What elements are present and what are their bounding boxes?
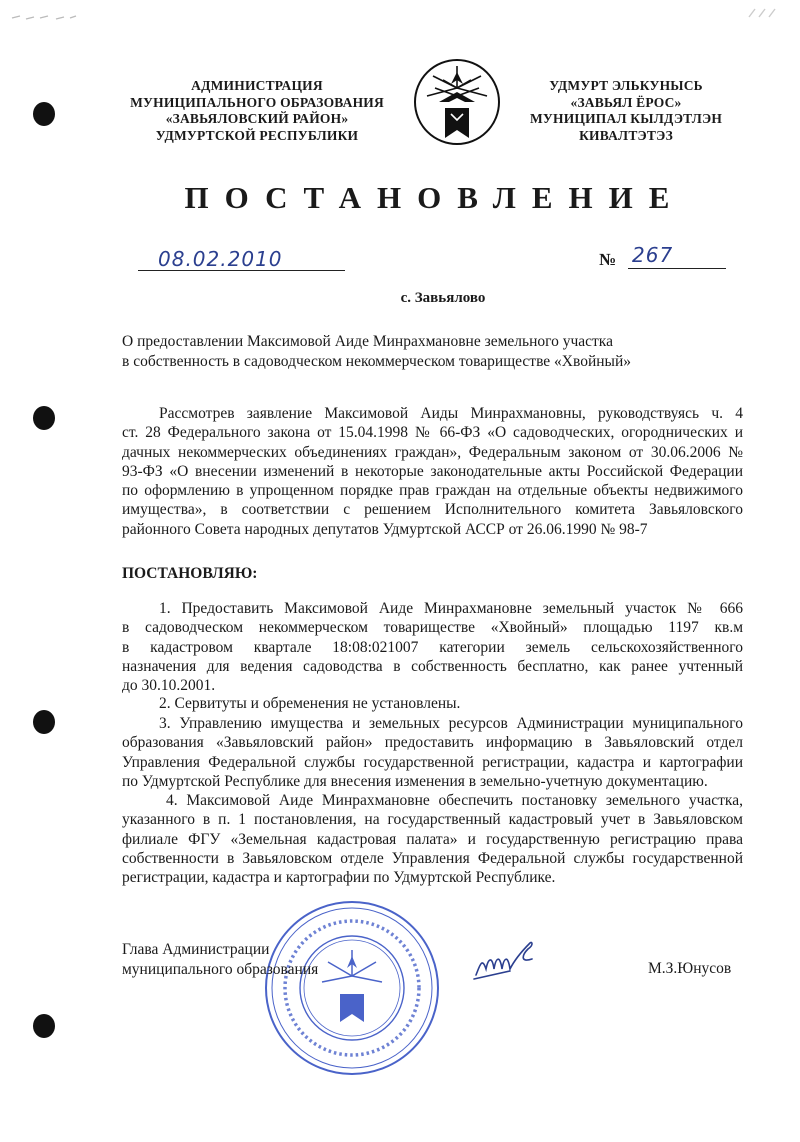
signatory-title-line: муниципального образования [122,961,319,978]
clause-line: Управления Федеральной службы государственной регистрации, кадастра и картографии [122,753,743,771]
binder-hole [33,710,55,734]
number-label: № [599,250,617,269]
scan-mark [10,10,80,24]
signatory-title-line: Глава Администрации [122,941,270,958]
preamble-line: имущества», в соответствии с решением Исполнительного комитета Завьяловского [122,501,743,519]
document-date: 08.02.2010 [158,247,283,271]
preamble-line: дачных некоммерческих объединениях граждан», Федеральным законом от 30.06.2006 № [122,443,743,461]
place-of-issue: с. Завьялово [400,290,486,306]
header-right [520,78,732,144]
clause-4 [122,791,743,887]
subject-line: О предоставлении Максимовой Аиде Минрахмановне земельного участка [122,333,613,350]
binder-hole [33,1014,55,1038]
header-right-line: МУНИЦИПАЛ КЫЛДЭТЛЭН [529,111,723,126]
header-left-line: АДМИНИСТРАЦИЯ [191,78,323,93]
clause-line: собственности в Завьяловском отделе Управления Федеральной службы государственной [122,849,743,867]
clause-line: 4. Максимовой Аиде Минрахмановне обеспечить постановку земельного участка, [166,792,743,809]
preamble-line: Рассмотрев заявление Максимовой Аиды Минрахмановны, руководствуясь ч. 4 [159,405,743,422]
clause-line: регистрации, кадастра и картографии по Удмуртской Республике. [122,869,556,887]
header-left-line: «ЗАВЬЯЛОВСКИЙ РАЙОН» [165,111,349,126]
clause-line: 2. Сервитуты и обременения не установлены. [159,695,461,712]
handwritten-signature [470,935,550,983]
clause-line: назначения для ведения садоводства в собственность бесплатно, как ранее учтенный [122,657,743,675]
signatory-title [122,940,318,980]
preamble-line: районного Совета народных депутатов Удмуртской АССР от 26.06.1990 № 98-7 [122,520,648,538]
preamble-line: 93-ФЗ «О внесении изменений в некоторые законодательные акты Российской Федерации [122,462,743,480]
official-stamp [262,898,442,1078]
clause-line: образования «Завьяловский район» предоставить информацию в Завьяловский отдел [122,734,743,752]
district-emblem-icon [413,58,501,146]
preamble-line: по оформлению в упрощенном порядке прав граждан на отдельные объекты недвижимого [122,482,743,500]
clause-2 [122,694,743,713]
scan-mark [745,5,785,21]
clause-line: в кадастровом квартале 18:08:021007 категории земель сельскохозяйственного [122,638,743,656]
header-right-line: КИВАЛТЭТЭЗ [579,127,673,143]
header-right-line: «ЗАВЬЯЛ ЁРОС» [570,94,682,110]
header-left-line: МУНИЦИПАЛЬНОГО ОБРАЗОВАНИЯ [130,94,384,110]
document-subject [122,332,631,372]
clause-line: до 30.10.2001. [122,677,216,695]
header-right-line: УДМУРТ ЭЛЬКУНЫСЬ [549,78,703,93]
document-number: 267 [632,243,674,267]
preamble [122,404,743,539]
document-title: ПОСТАНОВЛЕНИЕ [184,180,686,215]
signatory-name: М.З.Юнусов [648,960,732,977]
clause-line: 1. Предоставить Максимовой Аиде Минрахмановне земельный участок № 666 [159,600,743,617]
clause-3 [122,714,743,791]
header-left-line: УДМУРТСКОЙ РЕСПУБЛИКИ [155,127,359,143]
preamble-line: ст. 28 Федерального закона от 15.04.1998 № 66-ФЗ «О садоводческих, огороднических и [122,424,743,442]
clause-line: по Удмуртской Республике для внесения изменения в земельно-учетную документацию. [122,772,708,790]
date-underline [138,270,345,271]
subject-line: в собственность в садоводческом некоммерческом товариществе «Хвойный» [122,353,632,370]
clause-1 [122,599,743,695]
header-left [118,78,396,144]
binder-hole [33,406,55,430]
number-underline [628,268,726,269]
binder-hole [33,102,55,126]
clause-line: указанного в п. 1 постановления, на государственный кадастровый учет в Завьяловском [122,811,743,829]
decree-heading: ПОСТАНОВЛЯЮ: [122,565,258,582]
clause-line: в садоводческом некоммерческом товариществе «Хвойный» площадью 1197 кв.м [122,619,743,637]
clause-line: 3. Управлению имущества и земельных ресурсов Администрации муниципального [159,715,743,732]
clause-line: филиале ФГУ «Земельная кадастровая палата» и государственную регистрацию права [122,830,743,848]
